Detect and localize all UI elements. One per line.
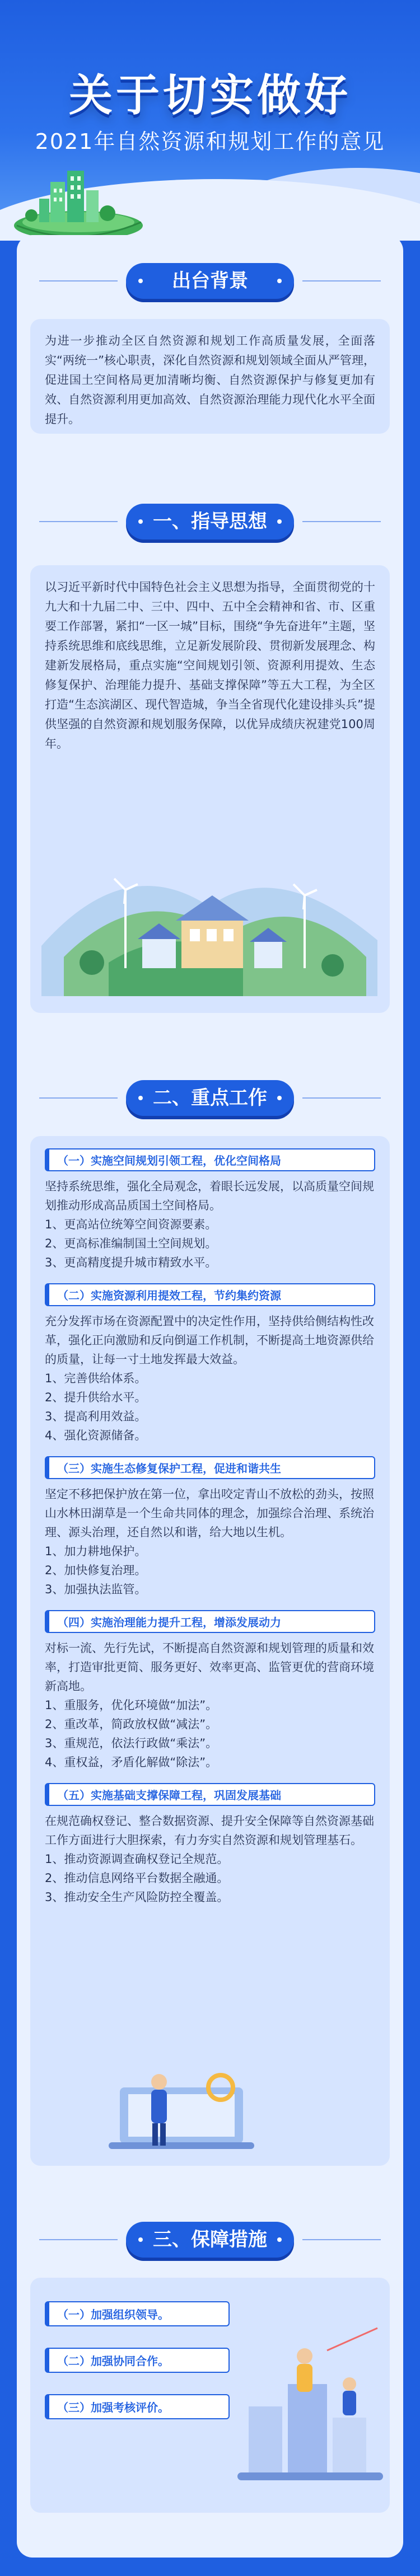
key-work-item-list: [45, 1215, 375, 1272]
tag-line-right: [302, 521, 381, 522]
list-item: 1、完善供给体系。: [45, 1372, 147, 1385]
key-work-item-list: [45, 1369, 375, 1445]
section-tag-guiding: 一、指导思想: [126, 504, 294, 539]
key-work-item-text: 坚定不移把保护放在第一位，拿出咬定青山不放松的劲头，按照山水林田湖草是一个生命共同体的理念，加强综合治理、系统治理、源头治理，还自然以和谐，给大地以生机。: [45, 1488, 374, 1539]
background-text: 为进一步推动全区自然资源和规划工作高质量发展，全面落实“两统一”核心职责，深化自然资源和规划领域全面从严管理，促进国土空间格局更加清晰均衡、自然资源保护与修复更加有效、自然资源利用更加高效、自然资源治理能力现代化水平全面提升。: [45, 334, 375, 426]
measures-card: [30, 2278, 390, 2513]
worker-laptop-illustration: [97, 2065, 265, 2155]
tag-line-right: [302, 1097, 381, 1099]
key-work-item: [45, 1456, 375, 1599]
leaf-city-illustration: [11, 159, 146, 241]
list-item: 4、重权益，矛盾化解做“除法”。: [45, 1756, 218, 1769]
list-item: 2、提升供给水平。: [45, 1391, 147, 1404]
background-card: [30, 319, 390, 434]
key-work-item: [45, 1283, 375, 1445]
content-panel: [17, 235, 403, 2558]
key-work-item-text: 对标一流、先行先试，不断提高自然资源和规划管理的质量和效率，打造审批更简、服务更好、效率更高、监管更优的营商环境新高地。: [45, 1641, 374, 1693]
list-item: 3、推动安全生产风险防控全覆盖。: [45, 1890, 229, 1904]
list-item: 2、更高标准编制国土空间规划。: [45, 1237, 217, 1250]
tag-line-left: [39, 280, 118, 281]
key-work-item-head: （二）实施资源利用提效工程，节约集约资源: [45, 1283, 375, 1306]
section-tag-measures: 三、保障措施: [126, 2222, 294, 2258]
key-work-item-text: 坚持系统思维，强化全局观念，着眼长远发展，以高质量空间规划推动形成高品质国土空间格局。: [45, 1180, 374, 1212]
list-item: 1、更高站位统筹空间资源要素。: [45, 1218, 217, 1231]
list-item: 3、重规范，依法行政做“乘法”。: [45, 1737, 218, 1750]
tag-line-right: [302, 2239, 381, 2240]
key-work-card: [30, 1136, 390, 2166]
key-work-item-text: 充分发挥市场在资源配置中的决定性作用，坚持供给侧结构性改革，强化正向激励和反向倒逼工作机制，不断提高土地资源供给的质量，让每一寸土地发挥最大效益。: [45, 1315, 374, 1366]
key-work-item-list: [45, 1696, 375, 1772]
key-work-item: [45, 1783, 375, 1907]
village-illustration: [41, 828, 377, 996]
list-item: 1、加力耕地保护。: [45, 1545, 147, 1558]
key-work-item-text: 在规范确权登记、整合数据资源、提升安全保障等自然资源基础工作方面进行大胆探索，有力夯实自然资源和规划管理基石。: [45, 1814, 374, 1847]
measure-item: （一）加强组织领导。: [45, 2301, 230, 2326]
guiding-text: 以习近平新时代中国特色社会主义思想为指导，全面贯彻党的十九大和十九届二中、三中、四中、五中全会精神和省、市、区重要工作部署，紧扣“一区一城”目标，围绕“争先奋进年”主题，坚持系统思维和底线思维，立足新发展阶段、贯彻新发展理念、构建新发展格局，重点实施“空间规划引领、资源利用提效、生态修复保护、治理能力提升、基础支撑保障”等五大工程，为全区打造“生态滨湖区、现代智造城，争当全省现代化建设排头兵”提供坚强的自然资源和规划服务保障，以优异成绩庆祝建党100周年。: [45, 580, 375, 750]
key-work-item: [45, 1610, 375, 1772]
key-work-item-list: [45, 1542, 375, 1599]
guiding-card: [30, 565, 390, 1013]
tag-line-left: [39, 1097, 118, 1099]
section-tag-background: 出台背景: [126, 263, 294, 299]
key-work-item-head: （三）实施生态修复保护工程，促进和谐共生: [45, 1456, 375, 1479]
list-item: 3、提高利用效益。: [45, 1410, 147, 1423]
measure-item: （二）加强协同合作。: [45, 2348, 230, 2373]
team-illustration: [237, 2322, 383, 2490]
list-item: 3、加强执法监管。: [45, 1583, 147, 1596]
measure-item: （三）加强考核评价。: [45, 2394, 230, 2419]
key-work-item-head: （四）实施治理能力提升工程，增添发展动力: [45, 1610, 375, 1633]
page-title: 关于切实做好: [68, 71, 351, 121]
key-work-item-list: [45, 1850, 375, 1907]
tag-line-right: [302, 280, 381, 281]
section-tag-key-work: 二、重点工作: [126, 1080, 294, 1116]
list-item: 1、重服务，优化环境做“加法”。: [45, 1698, 218, 1712]
tag-line-left: [39, 521, 118, 522]
page-subtitle: 2021年自然资源和规划工作的意见: [35, 129, 385, 154]
key-work-item: [45, 1148, 375, 1272]
header-banner: [0, 0, 420, 241]
list-item: 2、推动信息网络平台数据全融通。: [45, 1871, 229, 1885]
list-item: 4、强化资源储备。: [45, 1429, 147, 1442]
list-item: 2、加快修复治理。: [45, 1564, 147, 1577]
list-item: 1、推动资源调查确权登记全规范。: [45, 1852, 229, 1866]
tag-line-left: [39, 2239, 118, 2240]
key-work-item-head: （一）实施空间规划引领工程，优化空间格局: [45, 1148, 375, 1171]
list-item: 3、更高精度提升城市精致水平。: [45, 1256, 217, 1269]
key-work-item-head: （五）实施基础支撑保障工程，巩固发展基础: [45, 1783, 375, 1806]
list-item: 2、重改革，简政放权做“减法”。: [45, 1718, 218, 1731]
